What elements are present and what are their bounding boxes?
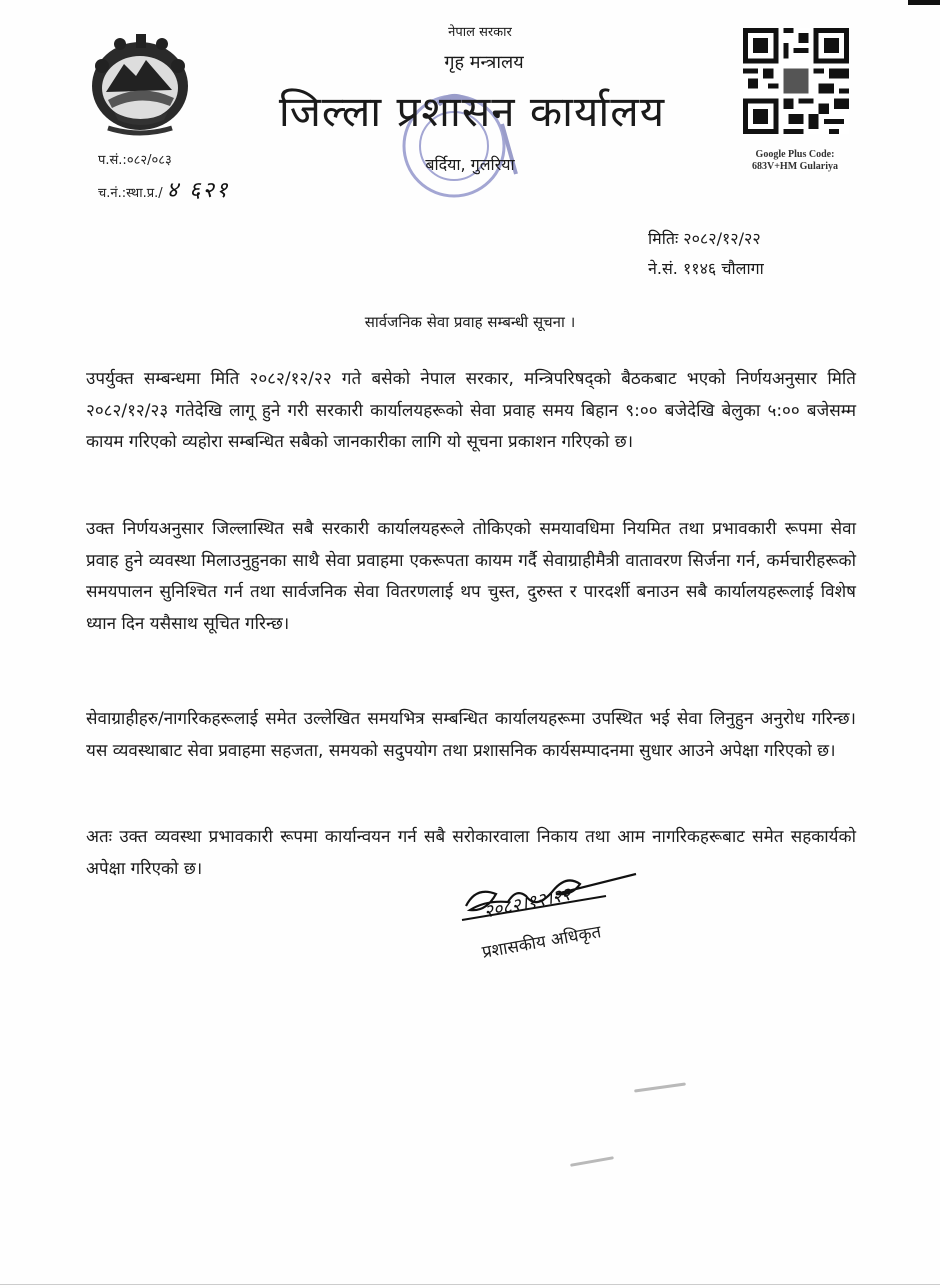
- paragraph-2: उक्त निर्णयअनुसार जिल्लास्थित सबै सरकारी कार्यालयहरूले तोकिएको समयावधिमा नियमित तथा प्रभावकारी रूपमा सेवा प्रवाह हुने व्यवस्था मिलाउनुहुनका साथै सेवा प्रवाहमा एकरूपता कायम गर्दै सेवाग्राहीमैत्री वातावरण सिर्जना गर्न, कर्मचारीहरूको समयपालन सुनिश्चित गर्न तथा सार्वजनिक सेवा वितरणलाई थप चुस्त, दुरुस्त र पारदर्शी बनाउन सबै कार्यालयहरूलाई विशेष ध्यान दिन यसैसाथ सूचित गरिन्छ।: [86, 519, 856, 634]
- qr-code-icon: [733, 28, 859, 134]
- dispatch-handwritten: ४ ६२१: [166, 178, 230, 203]
- plus-code-label: Google Plus Code:: [755, 149, 835, 160]
- date-block: [648, 224, 764, 284]
- scan-bottom-edge: [0, 1284, 940, 1285]
- dispatch-label: च.नं.:स्था.प्र./: [98, 186, 163, 201]
- office-name: जिल्ला प्रशासन कार्यालय: [278, 87, 666, 136]
- dispatch-number: [98, 174, 229, 204]
- plus-code-value: 683V+HM Gulariya: [752, 161, 838, 172]
- officer-title: प्रशासकीय अधिकृत: [480, 922, 603, 963]
- district-name: बर्दिया, गुलरिया: [425, 155, 515, 174]
- paragraph-4: अतः उक्त व्यवस्था प्रभावकारी रूपमा कार्यान्वयन गर्न सबै सरोकारवाला निकाय तथा आम नागरिकहरूबाट समेत सहकार्यको अपेक्षा गरिएको छ।: [86, 827, 856, 879]
- issue-date: मितिः २०८२/१२/२२: [648, 229, 761, 248]
- ministry-name: गृह मन्त्रालय: [444, 52, 524, 73]
- paragraph-3: सेवाग्राहीहरु/नागरिकहरूलाई समेत उल्लेखित समयभित्र सम्बन्धित कार्यालयहरूमा उपस्थित भई सेवा लिनुहुन अनुरोध गरिन्छ। यस व्यवस्थाबाट सेवा प्रवाहमा सहजता, समयको सदुपयोग तथा प्रशासनिक कार्यसम्पादनमा सुधार आउने अपेक्षा गरिएको छ।: [86, 709, 856, 761]
- scan-smudge: [570, 1156, 614, 1167]
- signature-date: २०८२।१२।२२: [481, 883, 573, 923]
- scan-edge-mark: [908, 0, 940, 5]
- scan-smudge: [634, 1082, 686, 1092]
- government-name: नेपाल सरकार: [448, 25, 512, 40]
- reference-number: प.सं.:०८२/०८३: [98, 153, 172, 168]
- nepal-sambat-date: ने.सं. ११४६ चौलागा: [648, 259, 764, 278]
- notice-subject: सार्वजनिक सेवा प्रवाह सम्बन्धी सूचना ।: [364, 313, 576, 331]
- paragraph-1: उपर्युक्त सम्बन्धमा मिति २०८२/१२/२२ गते बसेको नेपाल सरकार, मन्त्रिपरिषद्को बैठकबाट भएको निर्णयअनुसार मिति २०८२/१२/२३ गतेदेखि लागू हुने गरी सरकारी कार्यालयहरूको सेवा प्रवाह समय बिहान ९:०० बजेदेखि बेलुका ५:०० बजेसम्म कायम गरिएको व्यहोरा सम्बन्धित सबैको जानकारीका लागि यो सूचना प्रकाशन गरिएको छ।: [86, 369, 856, 452]
